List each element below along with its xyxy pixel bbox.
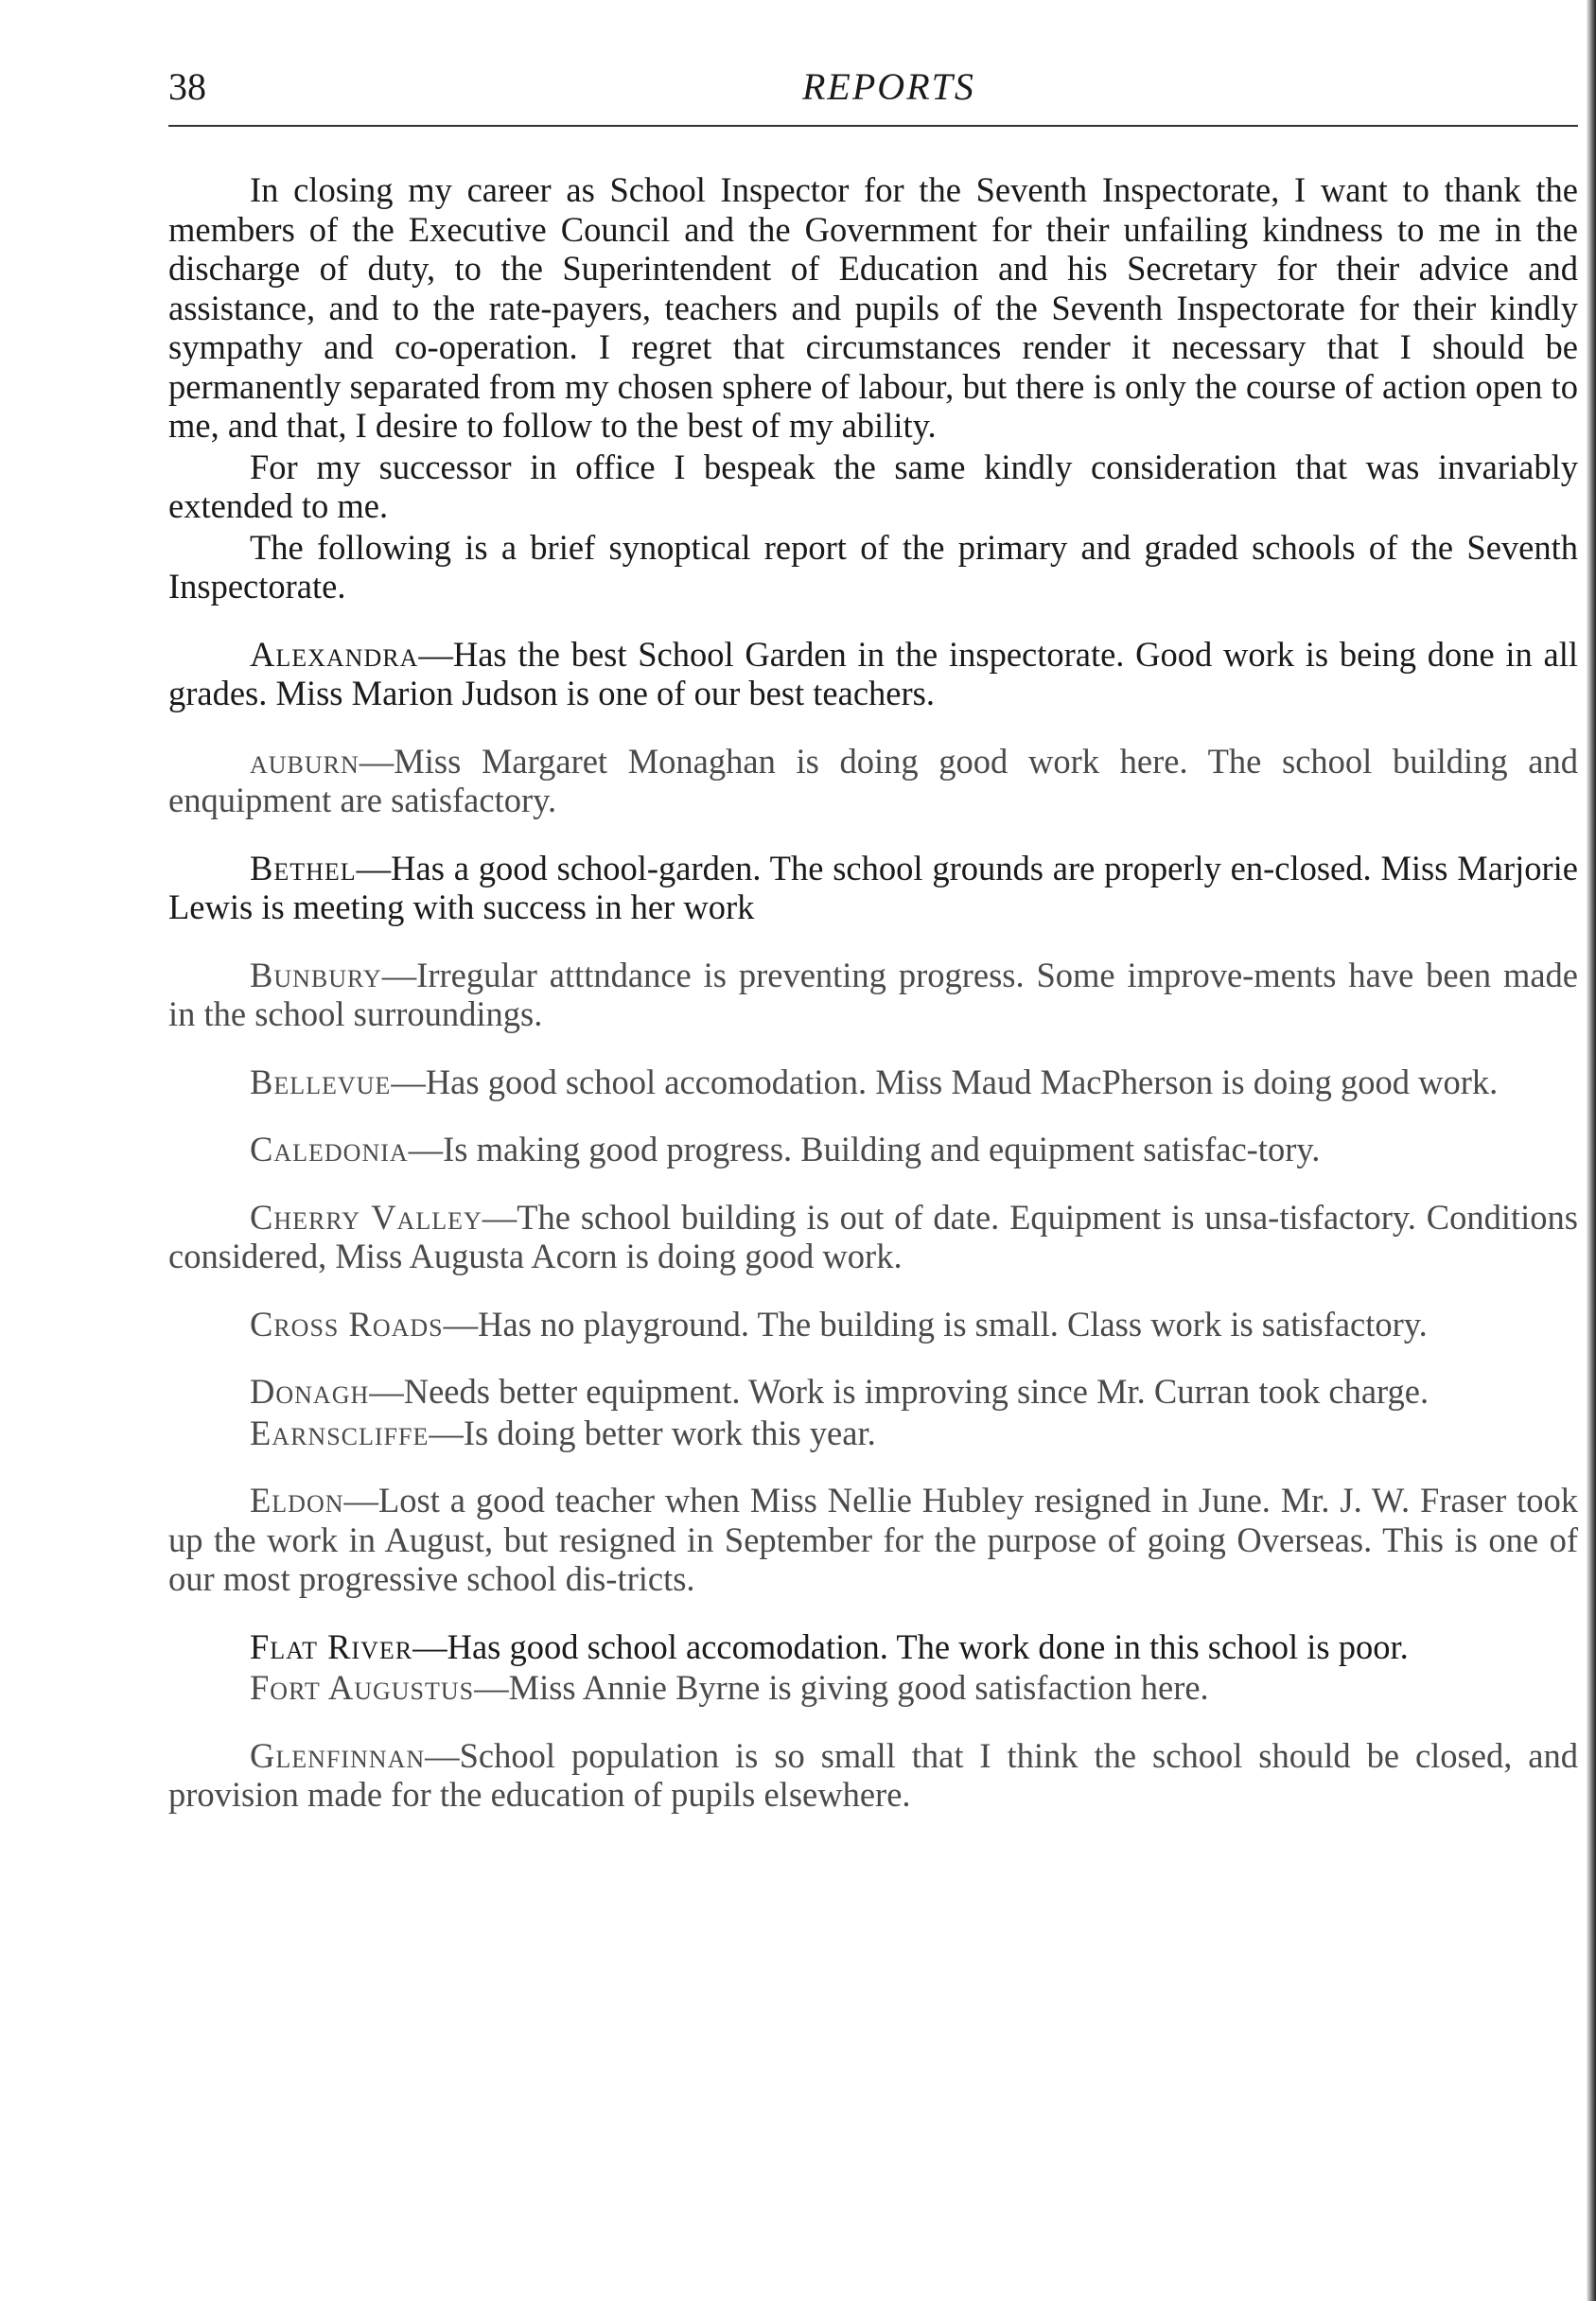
page-header xyxy=(168,64,1578,131)
school-report: —Has good school accomodation. Miss Maud MacPherson is doing good work. xyxy=(391,1062,1499,1101)
school-entry-earnscliffe xyxy=(168,1414,1578,1453)
school-report: —Lost a good teacher when Miss Nellie Hubley resigned in June. Mr. J. W. Fraser took up the work in August, but resigned in September for the purpose of going Overseas. This is one of our most progressive school dis-tricts. xyxy=(168,1481,1578,1598)
school-report: —Has a good school-garden. The school grounds are properly en-closed. Miss Marjorie Lewis is meeting with success in her work xyxy=(168,848,1578,926)
school-name: Cherry Valley xyxy=(250,1197,482,1237)
page-number: 38 xyxy=(168,65,206,108)
school-entry-bethel xyxy=(168,849,1578,927)
school-entry-fort-augustus xyxy=(168,1668,1578,1708)
school-report: —Irregular atttndance is preventing progress. Some improve-ments have been made in the school surroundings. xyxy=(168,955,1578,1033)
school-report: —Is making good progress. Building and equipment satisfac-tory. xyxy=(408,1130,1321,1168)
school-entry-cherry-valley xyxy=(168,1198,1578,1276)
school-name: Eldon xyxy=(250,1481,344,1519)
intro-paragraph-synopsis: The following is a brief synoptical report of the primary and graded schools of the Seventh Inspectorate. xyxy=(168,527,1578,606)
school-name: Cross Roads xyxy=(250,1304,444,1344)
school-report: —Has good school accomodation. The work done in this school is poor. xyxy=(412,1626,1409,1666)
school-entry-cross-roads xyxy=(168,1305,1578,1344)
school-entry-donagh xyxy=(168,1372,1578,1412)
school-entry-auburn xyxy=(168,742,1578,820)
school-name: Fort Augustus xyxy=(250,1668,475,1707)
school-name: Flat River xyxy=(250,1626,413,1666)
school-report: —The school building is out of date. Equipment is unsa-tisfactory. Conditions considered, Miss Augusta Acorn is doing good work. xyxy=(168,1197,1578,1275)
school-name: Bellevue xyxy=(250,1062,392,1101)
school-report: —Has no playground. The building is small. Class work is satisfactory. xyxy=(443,1304,1428,1344)
school-name: Earnscliffe xyxy=(250,1413,430,1452)
school-name: Alexandra xyxy=(250,634,419,674)
school-entry-flat-river xyxy=(168,1627,1578,1667)
school-report: —Miss Margaret Monaghan is doing good work here. The school building and enquipment are satisfactory. xyxy=(168,741,1578,819)
school-entry-bunbury xyxy=(168,956,1578,1034)
school-name: Caledonia xyxy=(250,1130,409,1168)
school-entry-glenfinnan xyxy=(168,1736,1578,1815)
school-entry-bellevue xyxy=(168,1063,1578,1102)
school-name: Bunbury xyxy=(250,955,382,994)
report-body xyxy=(168,170,1578,1815)
school-report: —School population is so small that I think the school should be closed, and provision made for the education of pupils elsewhere. xyxy=(168,1735,1578,1814)
school-report: —Miss Annie Byrne is giving good satisfaction here. xyxy=(474,1668,1209,1707)
school-name: Donagh xyxy=(250,1372,370,1411)
school-report: —Has the best School Garden in the inspectorate. Good work is being done in all grades. Miss Marion Judson is one of our best teachers. xyxy=(168,634,1578,712)
intro-paragraph-successor: For my successor in office I bespeak the same kindly consideration that was invariably extended to me. xyxy=(168,447,1578,525)
school-name: auburn xyxy=(250,741,360,781)
school-entry-caledonia xyxy=(168,1130,1578,1169)
school-entry-alexandra xyxy=(168,635,1578,713)
school-report: —Is doing better work this year. xyxy=(429,1413,876,1452)
school-name: Glenfinnan xyxy=(250,1735,426,1775)
school-name: Bethel xyxy=(250,848,357,887)
school-report: —Needs better equipment. Work is improving since Mr. Curran took charge. xyxy=(369,1372,1429,1411)
header-rule xyxy=(168,125,1578,127)
page-edge-shadow xyxy=(1587,0,1596,2301)
running-head: REPORTS xyxy=(802,65,975,108)
school-entry-eldon xyxy=(168,1481,1578,1599)
intro-paragraph-closing: In closing my career as School Inspector for the Seventh Inspectorate, I want to thank the members of the Executive Council and the Government for their unfailing kindness to me in the discharge of duty, to the Superintendent of Education and his Secretary for their advice and assistance, and to the rate-payers, teachers and pupils of the Seventh Inspectorate for their kindly sympathy and co-operation. I regret that circumstances render it necessary that I should be permanently separated from my chosen sphere of labour, but there is only the course of action open to me, and that, I desire to follow to the best of my ability. xyxy=(168,170,1578,445)
